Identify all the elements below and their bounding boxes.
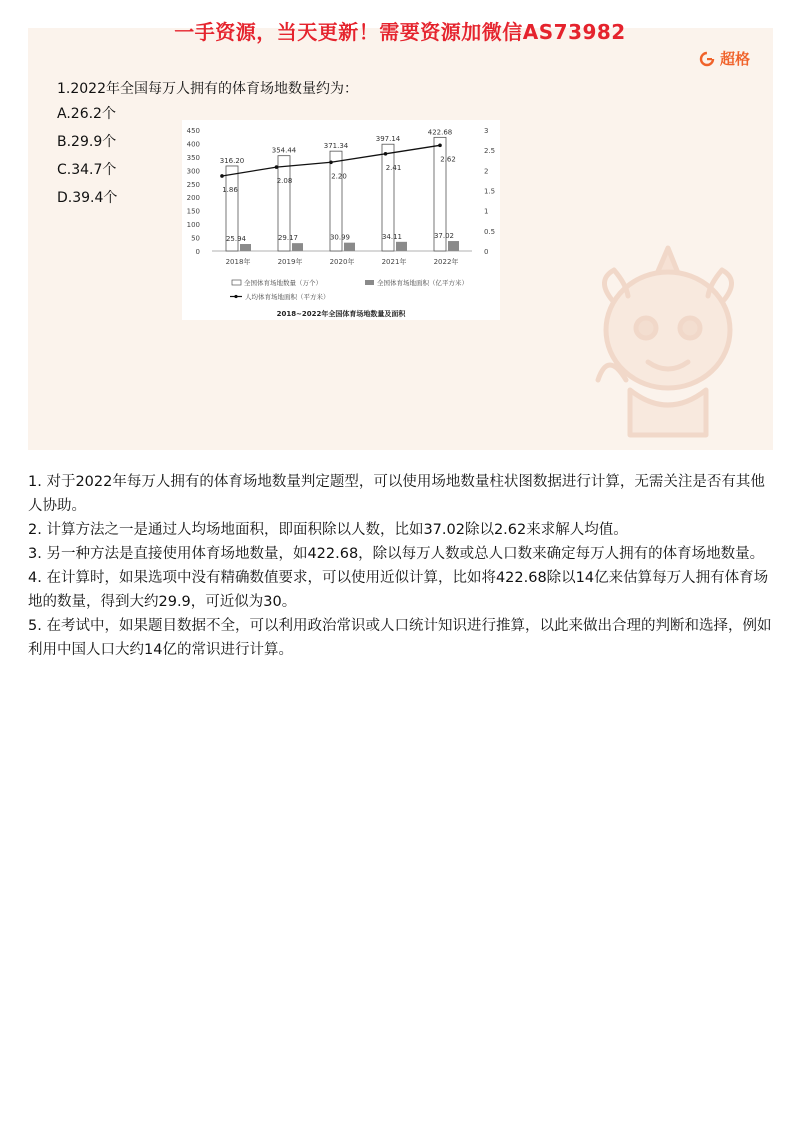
brand-mark [699,48,750,69]
data-label-venue-count: 354.44 [271,146,297,155]
data-label-venue-count: 397.14 [375,135,401,144]
data-label-venue-area: 25.94 [225,235,247,244]
y-right-tick-label: 1 [484,207,489,216]
y-left-tick-label: 50 [191,234,200,243]
y-left-tick-label: 300 [186,167,200,176]
sports-venue-chart [182,120,500,320]
y-right-tick-label: 3 [484,127,489,135]
unicorn-mascot-watermark [568,230,768,445]
chart-title: 2018~2022年全国体育场地数量及面积 [276,310,406,318]
brand-name: 超格 [719,50,750,68]
explanation-block [28,470,773,662]
option-b[interactable]: B.29.9个 [57,134,117,150]
x-tick-label: 2019年 [277,258,303,266]
x-tick-label: 2018年 [225,258,251,266]
x-tick-label: 2021年 [381,258,407,266]
legend-marker-per-capita-area [234,295,237,298]
chart-container [182,120,500,320]
y-right-tick-label: 2 [484,167,489,176]
legend-swatch-venue-count [232,280,241,285]
data-label-venue-area: 37.02 [433,232,455,241]
x-tick-label: 2022年 [433,258,459,266]
data-label-venue-count: 316.20 [219,156,245,165]
bar-venue-area [448,241,459,251]
bar-venue-area [292,243,303,251]
legend-swatch-venue-area [365,280,374,285]
bar-venue-area [240,244,251,251]
point-per-capita-area [384,152,388,156]
question-stem: 1.2022年全国每万人拥有的体育场地数量约为： [57,81,358,97]
y-left-tick-label: 100 [186,221,200,230]
x-tick-label: 2020年 [329,258,355,266]
explanation-item: 5. 在考试中，如果题目数据不全，可以利用政治常识或人口统计知识进行推算，以此来做出合理的判断和选择，例如利用中国人口大约14亿的常识进行计算。 [28,618,772,658]
data-label-venue-count: 422.68 [427,128,453,137]
bar-venue-area [344,243,355,251]
explanation-item: 2. 计算方法之一是通过人均场地面积，即面积除以人数，比如37.02除以2.62来求解人均值。 [28,522,628,538]
explanation-item: 3. 另一种方法是直接使用体育场地数量，如422.68，除以每万人数或总人口数来确定每万人拥有的体育场地数量。 [28,546,765,562]
y-left-tick-label: 450 [186,127,200,135]
option-list [57,104,117,216]
y-left-tick-label: 150 [186,207,200,216]
y-right-tick-label: 2.5 [484,147,496,156]
explanation-item: 4. 在计算时，如果选项中没有精确数值要求，可以使用近似计算，比如将422.68除以14亿来估算每万人拥有体育场地的数量，得到大约29.9，可近似为30。 [28,570,769,610]
data-label-per-capita-area: 2.62 [440,155,456,164]
promo-banner: 一手资源，当天更新！需要资源加微信AS73982 [174,20,626,44]
data-label-per-capita-area: 2.41 [385,163,402,172]
option-c[interactable]: C.34.7个 [57,162,117,178]
data-label-per-capita-area: 2.20 [331,172,347,181]
y-right-tick-label: 1.5 [484,187,496,196]
bar-venue-area [396,242,407,251]
option-d[interactable]: D.39.4个 [57,190,118,206]
y-left-tick-label: 250 [186,180,200,189]
point-per-capita-area [220,174,224,178]
legend-label-venue-area: 全国体育场地面积（亿平方米） [377,279,468,287]
point-per-capita-area [438,144,442,148]
y-right-tick-label: 0 [484,248,489,256]
y-left-tick-label: 0 [195,248,200,256]
brand-logo-icon [699,51,715,67]
data-label-per-capita-area: 1.86 [222,185,238,194]
y-left-tick-label: 400 [186,140,200,149]
data-label-venue-count: 371.34 [323,142,349,151]
y-right-tick-label: 0.5 [484,227,496,236]
explanation-item: 1. 对于2022年每万人拥有的体育场地数量判定题型，可以使用场地数量柱状图数据进行计算，无需关注是否有其他人协助。 [28,474,765,514]
option-a[interactable]: A.26.2个 [57,106,116,122]
y-left-tick-label: 350 [186,153,200,162]
legend-label-per-capita-area: 人均体育场地面积（平方米） [245,293,330,301]
data-label-venue-area: 34.11 [381,232,403,241]
legend-label-venue-count: 全国体育场地数量（万个） [244,279,322,287]
point-per-capita-area [329,160,333,164]
y-left-tick-label: 200 [186,194,200,203]
data-label-per-capita-area: 2.08 [276,177,293,186]
data-label-venue-area: 30.99 [329,233,351,242]
data-label-venue-area: 29.17 [277,234,299,243]
point-per-capita-area [275,165,279,169]
